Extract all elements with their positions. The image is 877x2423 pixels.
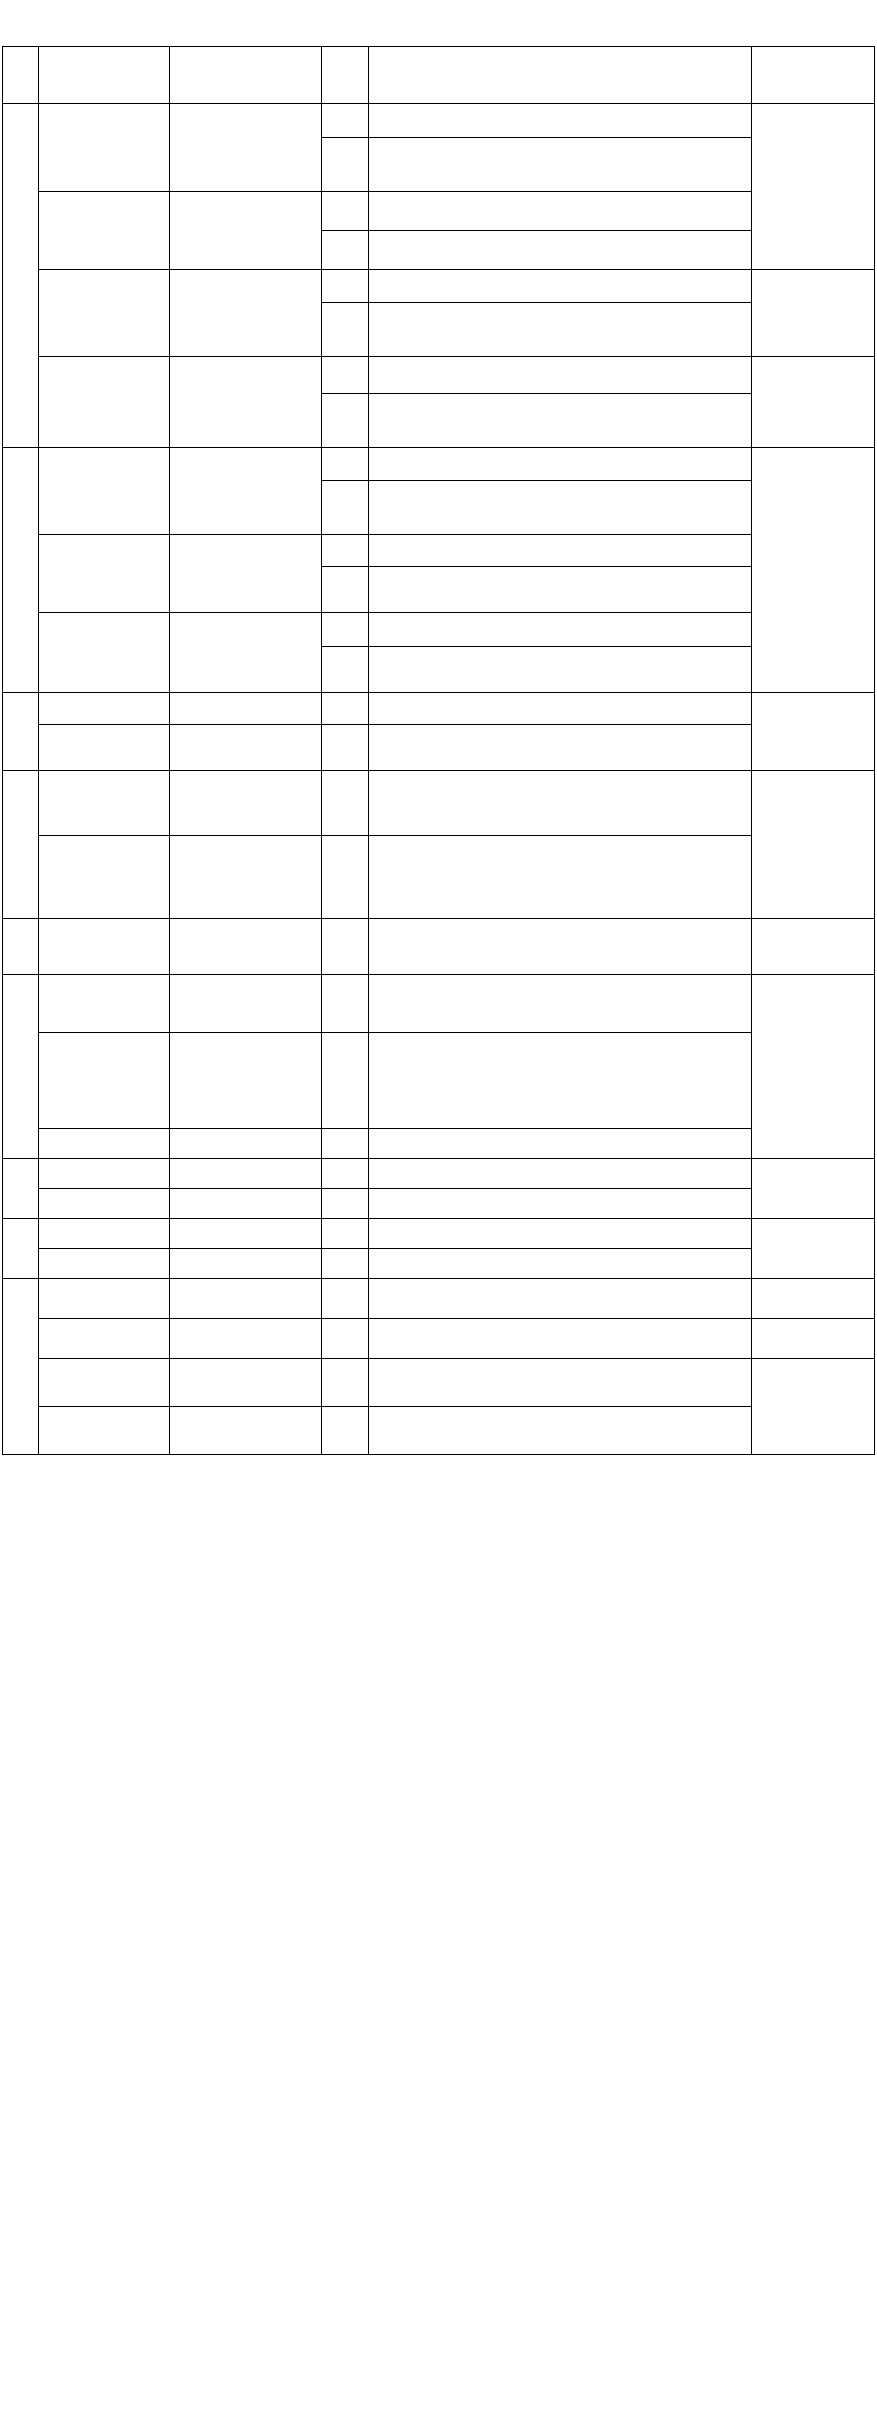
post-major bbox=[170, 1189, 322, 1219]
requirements-text bbox=[369, 138, 752, 192]
table-row bbox=[3, 693, 875, 725]
headcount bbox=[322, 138, 369, 192]
contact-cell bbox=[752, 1159, 875, 1219]
requirements-text bbox=[369, 303, 752, 357]
headcount bbox=[322, 693, 369, 725]
headcount bbox=[322, 647, 369, 693]
post-name bbox=[39, 725, 170, 771]
post-name bbox=[39, 270, 170, 357]
post-name bbox=[39, 535, 170, 613]
contact-cell bbox=[752, 104, 875, 270]
unit-name bbox=[3, 693, 39, 771]
post-name bbox=[39, 836, 170, 919]
requirements-text bbox=[369, 1407, 752, 1455]
post-name bbox=[39, 975, 170, 1033]
table-row bbox=[3, 1189, 875, 1219]
table-row bbox=[3, 104, 875, 138]
unit-name bbox=[3, 448, 39, 693]
unit-name bbox=[3, 1219, 39, 1279]
requirements-text bbox=[369, 647, 752, 693]
contact-cell bbox=[752, 357, 875, 448]
post-name bbox=[39, 1033, 170, 1129]
headcount bbox=[322, 1407, 369, 1455]
post-major bbox=[170, 192, 322, 270]
headcount bbox=[322, 836, 369, 919]
contact-cell bbox=[752, 1319, 875, 1359]
table-row bbox=[3, 919, 875, 975]
post-major bbox=[170, 771, 322, 836]
post-name bbox=[39, 1319, 170, 1359]
table-row bbox=[3, 357, 875, 394]
header-major bbox=[170, 47, 322, 104]
contact-cell bbox=[752, 771, 875, 919]
post-name bbox=[39, 1359, 170, 1407]
requirements-text bbox=[369, 231, 752, 270]
contact-cell bbox=[752, 1219, 875, 1279]
post-major bbox=[170, 1129, 322, 1159]
requirements-text bbox=[369, 1279, 752, 1319]
header-row bbox=[3, 47, 875, 104]
header-post bbox=[39, 47, 170, 104]
post-name bbox=[39, 192, 170, 270]
unit-name bbox=[3, 1159, 39, 1219]
post-major bbox=[170, 104, 322, 192]
post-major bbox=[170, 535, 322, 613]
page-title bbox=[0, 0, 877, 46]
requirements-text bbox=[369, 567, 752, 613]
headcount bbox=[322, 270, 369, 303]
post-name bbox=[39, 1407, 170, 1455]
requirements-text bbox=[369, 613, 752, 647]
requirements-text bbox=[369, 394, 752, 448]
requirements-text bbox=[369, 357, 752, 394]
header-contact bbox=[752, 47, 875, 104]
post-major bbox=[170, 693, 322, 725]
table-row bbox=[3, 448, 875, 481]
requirements-text bbox=[369, 1033, 752, 1129]
requirements-text bbox=[369, 1219, 752, 1249]
requirements-text bbox=[369, 771, 752, 836]
headcount bbox=[322, 1319, 369, 1359]
post-major bbox=[170, 1407, 322, 1455]
headcount bbox=[322, 567, 369, 613]
contact-cell bbox=[752, 448, 875, 693]
post-name bbox=[39, 104, 170, 192]
header-requirements bbox=[369, 47, 752, 104]
post-major bbox=[170, 1319, 322, 1359]
contact-cell bbox=[752, 975, 875, 1159]
contact-cell bbox=[752, 1359, 875, 1455]
headcount bbox=[322, 1219, 369, 1249]
headcount bbox=[322, 448, 369, 481]
table-row bbox=[3, 270, 875, 303]
table-row bbox=[3, 1129, 875, 1159]
contact-cell bbox=[752, 1279, 875, 1319]
headcount bbox=[322, 725, 369, 771]
post-name bbox=[39, 448, 170, 535]
table-row bbox=[3, 1279, 875, 1319]
unit-name bbox=[3, 1279, 39, 1455]
requirements-text bbox=[369, 1359, 752, 1407]
table-row bbox=[3, 613, 875, 647]
table-row bbox=[3, 1249, 875, 1279]
contact-cell bbox=[752, 270, 875, 357]
table-row bbox=[3, 1359, 875, 1407]
post-major bbox=[170, 919, 322, 975]
post-major bbox=[170, 1249, 322, 1279]
requirements-text bbox=[369, 1189, 752, 1219]
unit-name bbox=[3, 975, 39, 1159]
post-major bbox=[170, 836, 322, 919]
headcount bbox=[322, 535, 369, 567]
post-name bbox=[39, 1219, 170, 1249]
post-major bbox=[170, 975, 322, 1033]
requirements-text bbox=[369, 1249, 752, 1279]
header-unit bbox=[3, 47, 39, 104]
requirements-text bbox=[369, 1319, 752, 1359]
unit-name bbox=[3, 919, 39, 975]
post-name bbox=[39, 693, 170, 725]
recruitment-table bbox=[2, 46, 875, 1455]
table-row bbox=[3, 725, 875, 771]
requirements-text bbox=[369, 975, 752, 1033]
table-row bbox=[3, 1159, 875, 1189]
requirements-text bbox=[369, 693, 752, 725]
requirements-text bbox=[369, 1159, 752, 1189]
post-name bbox=[39, 1189, 170, 1219]
headcount bbox=[322, 104, 369, 138]
post-name bbox=[39, 1279, 170, 1319]
requirements-text bbox=[369, 535, 752, 567]
post-name bbox=[39, 771, 170, 836]
table-row bbox=[3, 975, 875, 1033]
headcount bbox=[322, 357, 369, 394]
contact-cell bbox=[752, 693, 875, 771]
table-row bbox=[3, 535, 875, 567]
requirements-text bbox=[369, 270, 752, 303]
post-name bbox=[39, 357, 170, 448]
post-major bbox=[170, 1219, 322, 1249]
requirements-text bbox=[369, 448, 752, 481]
table-row bbox=[3, 1219, 875, 1249]
post-major bbox=[170, 448, 322, 535]
table-row bbox=[3, 1319, 875, 1359]
table-row bbox=[3, 771, 875, 836]
headcount bbox=[322, 481, 369, 535]
post-name bbox=[39, 1159, 170, 1189]
table-row bbox=[3, 1033, 875, 1129]
requirements-text bbox=[369, 836, 752, 919]
contact-cell bbox=[752, 919, 875, 975]
table-row bbox=[3, 836, 875, 919]
post-major bbox=[170, 725, 322, 771]
unit-name bbox=[3, 104, 39, 448]
requirements-text bbox=[369, 192, 752, 231]
headcount bbox=[322, 975, 369, 1033]
post-name bbox=[39, 1129, 170, 1159]
headcount bbox=[322, 1159, 369, 1189]
post-major bbox=[170, 270, 322, 357]
headcount bbox=[322, 1033, 369, 1129]
headcount bbox=[322, 771, 369, 836]
headcount bbox=[322, 1129, 369, 1159]
headcount bbox=[322, 1189, 369, 1219]
post-major bbox=[170, 1359, 322, 1407]
post-major bbox=[170, 1279, 322, 1319]
unit-name bbox=[3, 771, 39, 919]
requirements-text bbox=[369, 1129, 752, 1159]
requirements-text bbox=[369, 725, 752, 771]
headcount bbox=[322, 613, 369, 647]
headcount bbox=[322, 1249, 369, 1279]
post-major bbox=[170, 613, 322, 693]
requirements-text bbox=[369, 481, 752, 535]
headcount bbox=[322, 231, 369, 270]
table-row bbox=[3, 1407, 875, 1455]
requirements-text bbox=[369, 104, 752, 138]
headcount bbox=[322, 1359, 369, 1407]
post-major bbox=[170, 357, 322, 448]
table-body bbox=[3, 47, 875, 1455]
headcount bbox=[322, 303, 369, 357]
headcount bbox=[322, 1279, 369, 1319]
post-major bbox=[170, 1159, 322, 1189]
post-name bbox=[39, 1249, 170, 1279]
post-name bbox=[39, 919, 170, 975]
header-count bbox=[322, 47, 369, 104]
post-name bbox=[39, 613, 170, 693]
post-major bbox=[170, 1033, 322, 1129]
headcount bbox=[322, 192, 369, 231]
headcount bbox=[322, 394, 369, 448]
table-row bbox=[3, 192, 875, 231]
headcount bbox=[322, 919, 369, 975]
requirements-text bbox=[369, 919, 752, 975]
